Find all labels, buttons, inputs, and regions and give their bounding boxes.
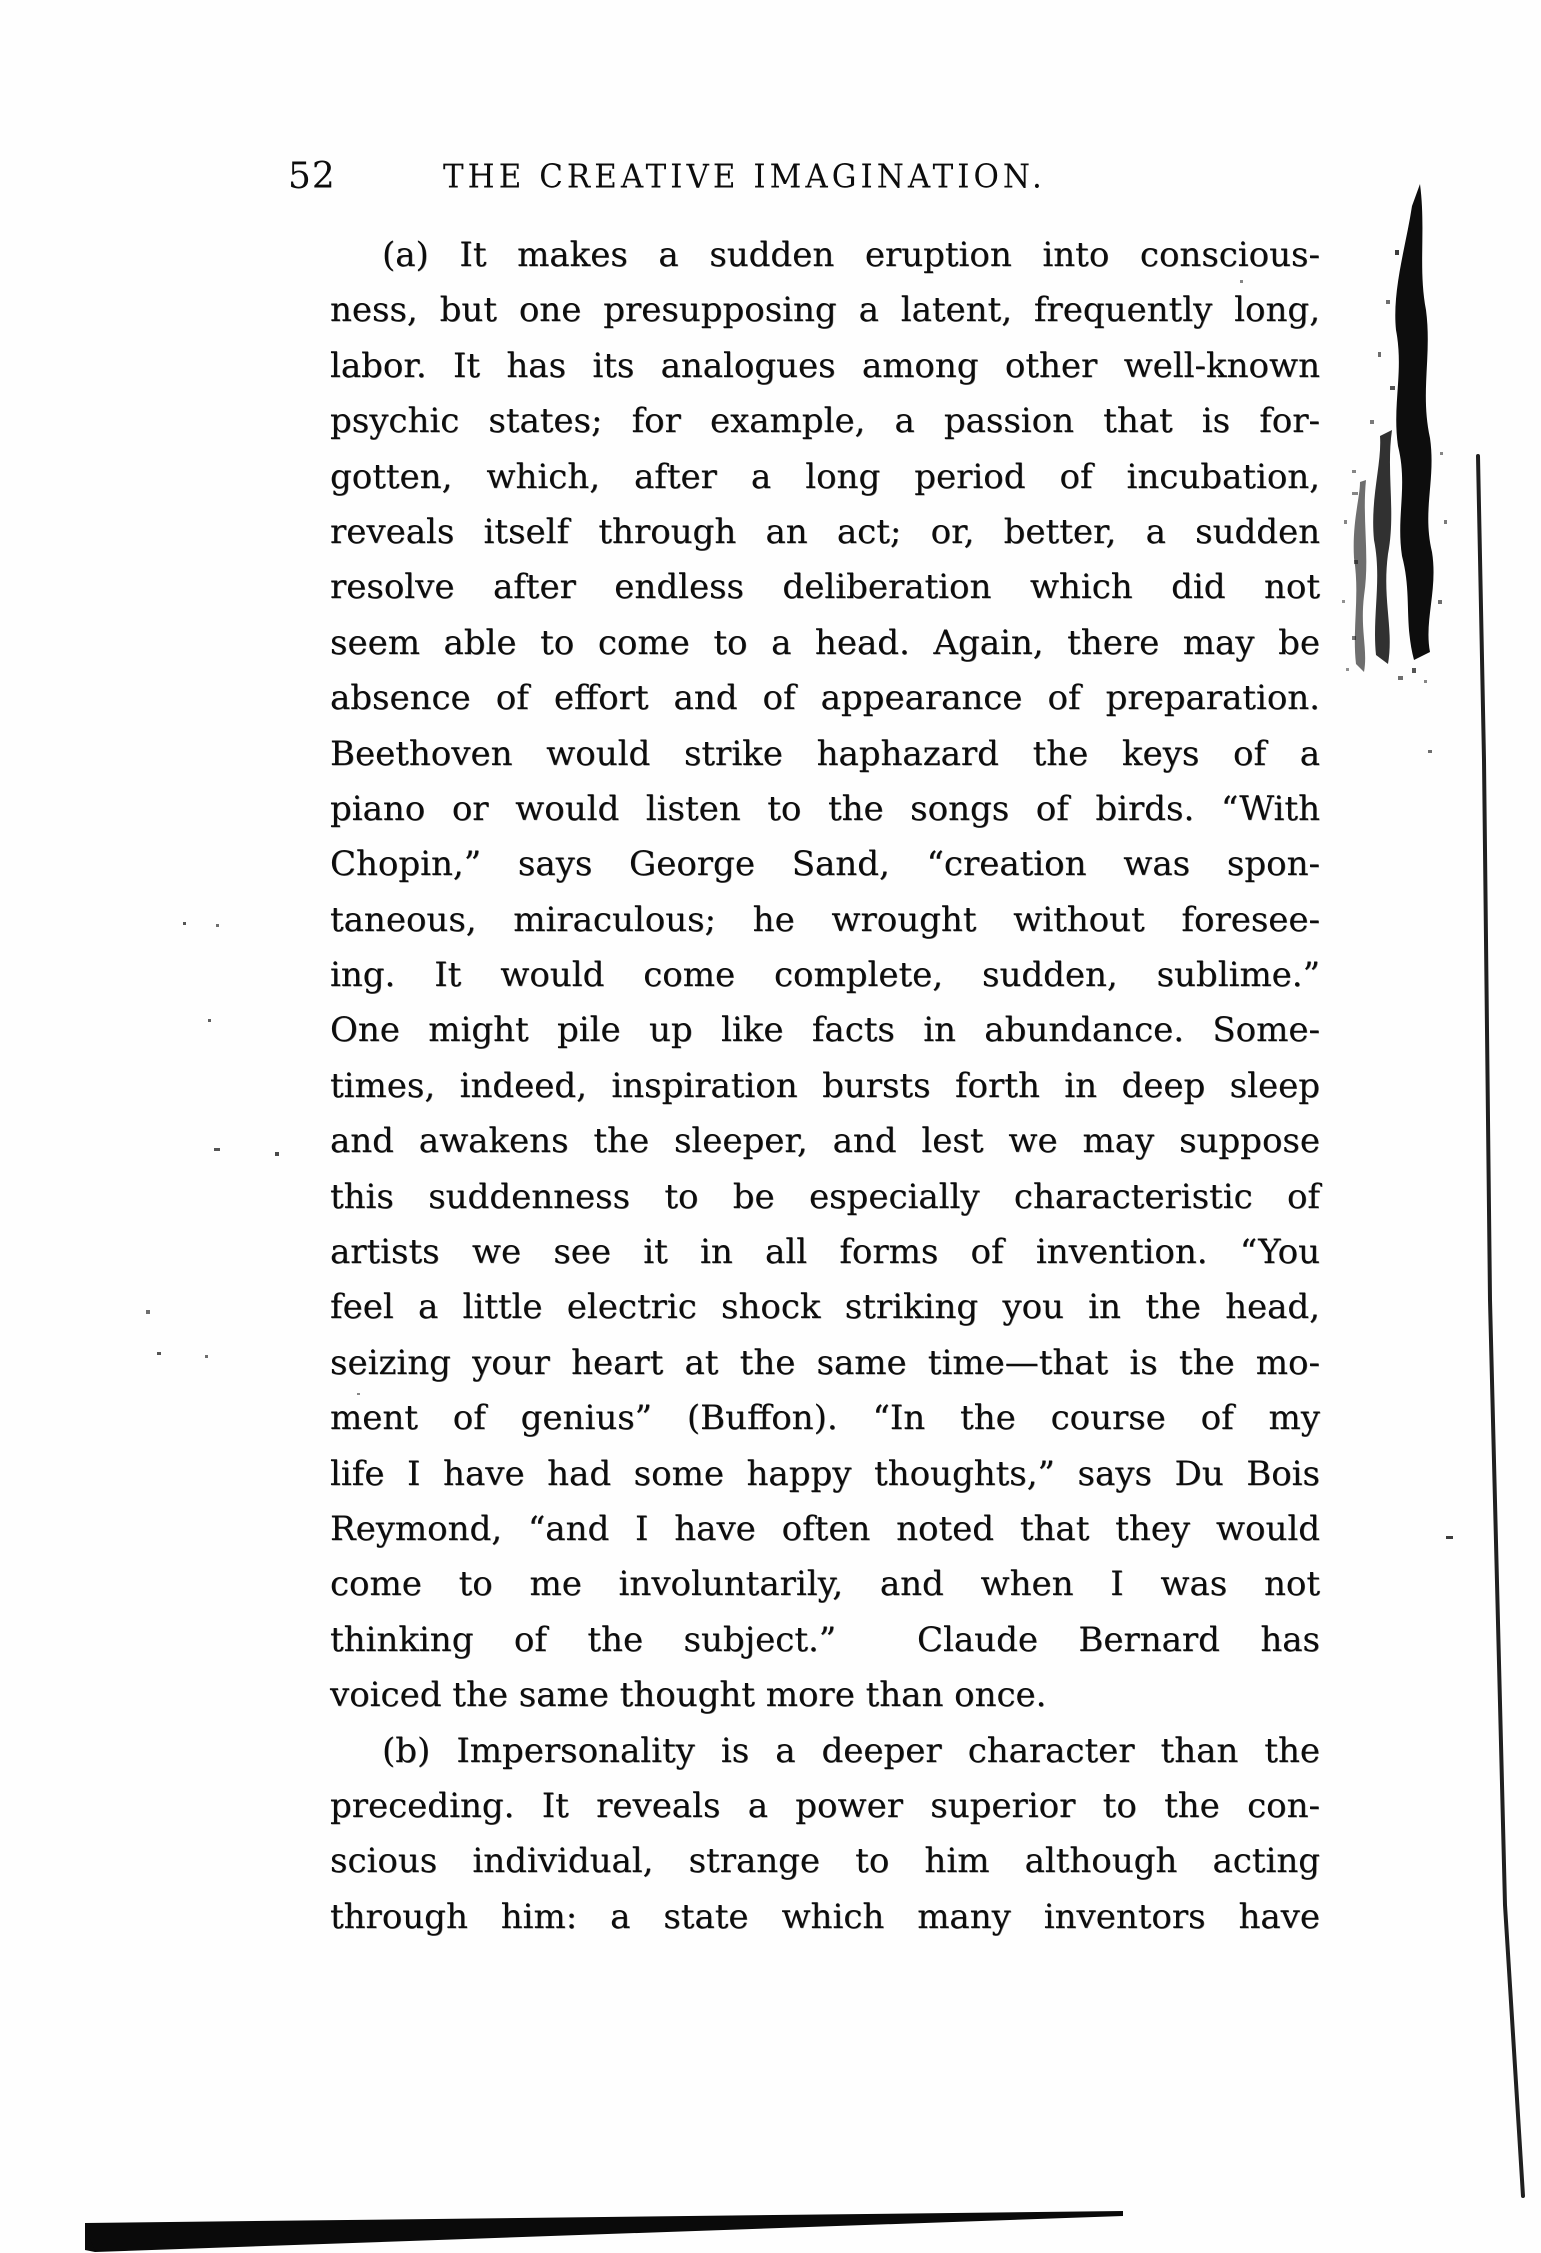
text-line-9: absence of effort and of appearance of preparation. <box>330 678 1320 719</box>
body-text <box>330 228 1320 1945</box>
text-line-10: Beethoven would strike haphazard the keys of a <box>330 733 1320 774</box>
page-edge-shadow-fill <box>85 2214 1000 2251</box>
text-line-23: life I have had some happy thoughts,” says Du Bois <box>330 1453 1320 1494</box>
running-head <box>0 152 1541 200</box>
text-line-18: this suddenness to be especially characteristic of <box>330 1176 1320 1217</box>
text-line-19: artists we see it in all forms of invention. “You <box>330 1232 1320 1273</box>
text-line-12: Chopin,” says George Sand, “creation was spon- <box>330 844 1320 885</box>
page-number: 52 <box>288 156 336 197</box>
page-edge-shadow <box>85 2211 1123 2252</box>
text-line-6: reveals itself through an act; or, better, a sudden <box>330 511 1320 552</box>
text-line-17: and awakens the sleeper, and lest we may suppose <box>330 1121 1320 1162</box>
text-line-2: ness, but one presupposing a latent, frequently long, <box>330 290 1320 331</box>
text-line-31: through him: a state which many inventors have <box>330 1896 1320 1937</box>
text-line-13: taneous, miraculous; he wrought without foresee- <box>330 899 1320 940</box>
text-line-5: gotten, which, after a long period of incubation, <box>330 456 1320 497</box>
running-title: THE CREATIVE IMAGINATION. <box>443 158 1046 196</box>
text-line-3: labor. It has its analogues among other well-known <box>330 345 1320 386</box>
text-line-4: psychic states; for example, a passion that is for- <box>330 401 1320 442</box>
text-line-8: seem able to come to a head. Again, there may be <box>330 622 1320 663</box>
text-line-15: One might pile up like facts in abundance. Some- <box>330 1010 1320 1051</box>
text-line-16: times, indeed, inspiration bursts forth in deep sleep <box>330 1065 1320 1106</box>
text-line-22: ment of genius” (Buffon). “In the course of my <box>330 1398 1320 1439</box>
text-line-26: thinking of the subject.” Claude Bernard has <box>330 1619 1320 1660</box>
text-line-25: come to me involuntarily, and when I was not <box>330 1564 1320 1605</box>
text-line-14: ing. It would come complete, sudden, sublime.” <box>330 955 1320 996</box>
text-line-28: (b) Impersonality is a deeper character than the <box>382 1730 1320 1771</box>
text-line-11: piano or would listen to the songs of birds. “With <box>330 788 1320 829</box>
scan-fold-line <box>1478 456 1523 2196</box>
text-line-27: voiced the same thought more than once. <box>330 1675 1047 1716</box>
text-line-21: seizing your heart at the same time—that is the mo- <box>330 1342 1320 1383</box>
text-line-20: feel a little electric shock striking you in the head, <box>330 1287 1320 1328</box>
text-line-7: resolve after endless deliberation which did not <box>330 567 1320 608</box>
text-line-24: Reymond, “and I have often noted that they would <box>330 1508 1320 1549</box>
text-line-29: preceding. It reveals a power superior to the con- <box>330 1785 1320 1826</box>
text-line-1: (a) It makes a sudden eruption into conscious- <box>382 235 1320 275</box>
text-line-30: scious individual, strange to him although acting <box>330 1841 1320 1882</box>
